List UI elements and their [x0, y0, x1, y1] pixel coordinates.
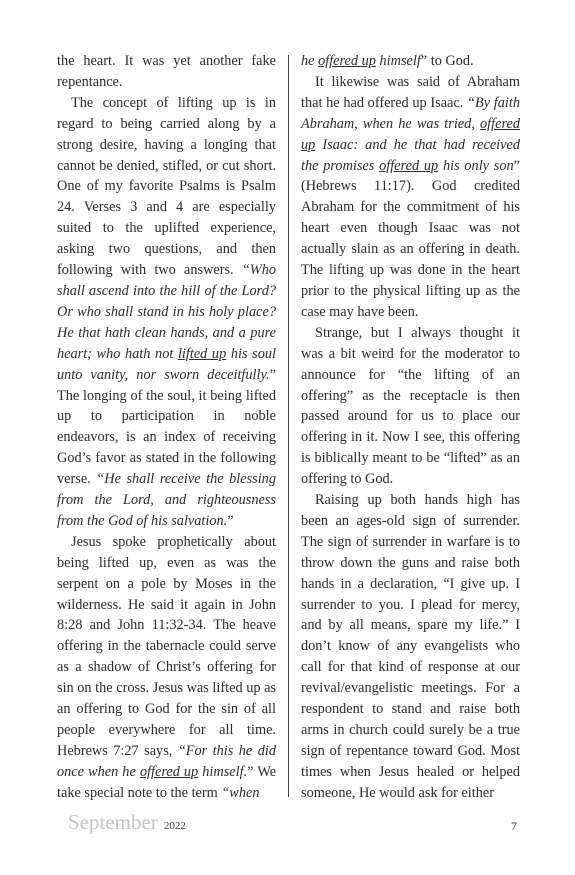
scripture-quote-text: himself [375, 53, 421, 69]
scripture-quote-text: “when [221, 784, 260, 801]
scripture-quote-text: himself. [198, 763, 248, 780]
body-text: The concept of lifting up is in regard to being carried along by a strong desire, having a longing that cannot be denied, stifled, or cut short. One of my favorite Psalms is Psalm 24. Verses 3 and 4 are especially suited to the uplifted experience, asking two questions, and then following with two answers. [57, 94, 276, 279]
underlined-phrase: offered up [318, 53, 376, 69]
left-text-column [57, 51, 276, 804]
paragraph [57, 532, 276, 804]
scripture-quote-text: Isaac: and he that had received the promises [301, 136, 520, 174]
scripture-quote-text: “By faith Abraham, when he was tried, [301, 94, 520, 132]
body-text: Raising up both hands high has been an ages-old sign of surrender. The sign of surrender in warfare is to throw down the guns and raise both hands in a declaration, “I give up. I surrender to you. I plead for mercy, and by all means, spare my life.” I don’t know of any evangelists who call for that kind of response at our revival/evangelistic meetings. For a respondent to stand and raise both arms in church could surely be a true sign of repentance toward God. Most times when Jesus healed or helped someone, He would ask for either [301, 492, 520, 801]
scripture-quote-text: “For this he did once when he [57, 742, 276, 780]
paragraph [57, 51, 276, 93]
footer-date [68, 810, 186, 835]
page-number: 7 [511, 819, 517, 833]
scripture-quote-text: his soul unto vanity, nor sworn deceitfully. [57, 345, 276, 383]
scripture-quote-text: “Who shall ascend into the hill of the Lord? Or who shall stand in his holy place? He that hath clean hands, and a pure heart; who hath not [57, 262, 276, 362]
paragraph [301, 490, 520, 804]
body-text: ” The longing of the soul, it being lifted up to participation in noble endeavors, is an index of receiving God’s favor as stated in the following verse. [57, 366, 276, 488]
column-divider [288, 55, 289, 797]
body-text: It likewise was said of Abraham that he had offered up Isaac. [301, 73, 520, 111]
underlined-phrase: offered up [301, 115, 520, 153]
underlined-phrase: lifted up [177, 345, 227, 362]
scripture-quote-text: his only son [438, 157, 514, 174]
body-text: Strange, but I always thought it was a bit weird for the moderator to announce for “the lifting of an offering” as the receptacle is then passed around for us to place our offering in it. Now I see, this offering is biblically meant to be “lifted” as an offering to God. [301, 324, 520, 488]
underlined-phrase: offered up [139, 763, 199, 780]
paragraph [301, 51, 520, 72]
body-text: ” [227, 512, 234, 529]
underlined-phrase: offered up [379, 157, 439, 174]
body-text: the heart. It was yet another fake repentance. [57, 53, 276, 90]
footer-month: September [68, 810, 158, 834]
paragraph [301, 323, 520, 490]
paragraph [57, 93, 276, 532]
scripture-quote-text: he [301, 53, 319, 69]
body-text: ” (Hebrews 11:17). God credited Abraham for the commitment of his heart even though Isaac was not actually slain as an offering in death. The lifting up was done in the heart prior to the physical lifting up as the case may have been. [301, 157, 521, 320]
right-text-column [301, 51, 520, 804]
footer-year: 2022 [163, 820, 186, 832]
scripture-quote-text: “He shall receive the blessing from the Lord, and righteousness from the God of his salvation. [57, 471, 276, 529]
body-text: Jesus spoke prophetically about being lifted up, even as was the serpent on a pole by Moses in the wilderness. He said it again in John 8:28 and John 11:32-34. The heave offering in the tabernacle could serve as a shadow of Christ’s offering for sin on the cross. Jesus was lifted up as an offering to God for the sin of all people everywhere for all time. Hebrews 7:27 says, [57, 533, 276, 759]
body-text: ” to God. [420, 53, 474, 69]
paragraph [301, 72, 520, 323]
body-text: ” We take special note to the term [57, 763, 277, 801]
